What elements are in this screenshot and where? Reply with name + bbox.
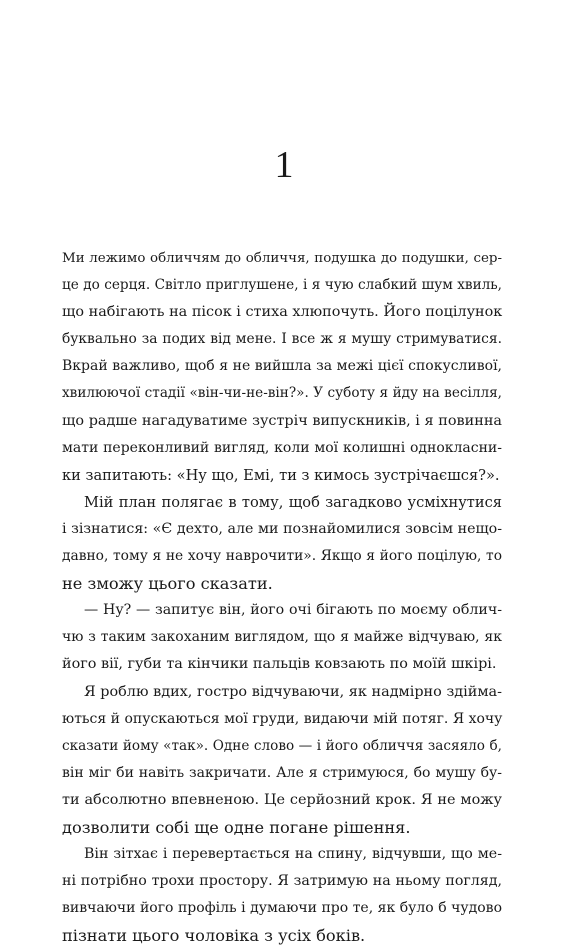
text-line: — Ну? — запитує він, його очі бігають по моєму облич- — [84, 602, 502, 619]
text-line: ні потрібно трохи простору. Я затримую на ньому погляд, — [62, 873, 502, 890]
chapter-number: 1 — [274, 144, 294, 186]
text-line: Він зітхає і перевертається на спину, відчувши, що ме- — [84, 846, 502, 863]
text-line: ються й опускаються мої груди, видаючи мій потяг. Я хочу — [62, 710, 503, 727]
text-line: Я роблю вдих, гостро відчуваючи, як надмірно здійма- — [84, 683, 502, 700]
text-line: мати переконливий вигляд, коли мої колишні однокласни- — [62, 439, 502, 456]
text-line: що набігають на пісок і стиха хлюпочуть. Його поцілунок — [62, 304, 503, 321]
text-line: дозволити собі ще одне погане рішення. — [62, 817, 411, 837]
text-line: пізнати цього чоловіка з усіх боків. — [62, 926, 366, 946]
paragraph — [62, 679, 502, 842]
body-text — [62, 245, 502, 949]
text-line: що радше нагадуватиме зустріч випускників, і я повинна — [62, 412, 502, 429]
text-line: не зможу цього сказати. — [62, 574, 273, 594]
paragraph — [62, 841, 502, 949]
paragraph — [62, 245, 502, 489]
paragraph — [62, 489, 502, 597]
text-line: Ми лежимо обличчям до обличчя, подушка до подушки, сер- — [62, 251, 502, 266]
text-line: він міг би навіть закричати. Але я стримуюся, бо мушу бу- — [62, 764, 502, 781]
paragraph — [62, 597, 502, 678]
text-line: чю з таким закоханим виглядом, що я майже відчуваю, як — [62, 629, 502, 646]
text-line: буквально за подих від мене. І все ж я мушу стримуватися. — [62, 331, 502, 348]
text-line: Мій план полягає в тому, щоб загадково усміхнутися — [84, 493, 502, 511]
text-line: вивчаючи його профіль і думаючи про те, як було б чудово — [62, 900, 502, 917]
text-line: ти абсолютно впевненою. Це серйозний крок. Я не можу — [62, 791, 502, 808]
text-line: це до серця. Світло приглушене, і я чую слабкий шум хвиль, — [62, 277, 502, 294]
text-line: і зізнатися: «Є дехто, але ми познайомилися зовсім нещо- — [62, 520, 502, 537]
text-line: сказати йому «так». Одне слово — і його обличчя засяяло б, — [62, 737, 502, 754]
text-line: Вкрай важливо, щоб я не вийшла за межі цієї спокусливої, — [62, 358, 502, 375]
text-line: його вії, губи та кінчики пальців ковзають по моїй шкірі. — [62, 656, 497, 673]
text-line: ки запитають: «Ну що, Емі, ти з кимось зустрічаєшся?». — [62, 466, 500, 484]
text-line: хвилюючої стадії «він-чи-не-він?». У суботу я йду на весілля, — [62, 385, 502, 402]
text-line: давно, тому я не хочу наврочити». Якщо я його поцілую, то — [62, 548, 502, 565]
